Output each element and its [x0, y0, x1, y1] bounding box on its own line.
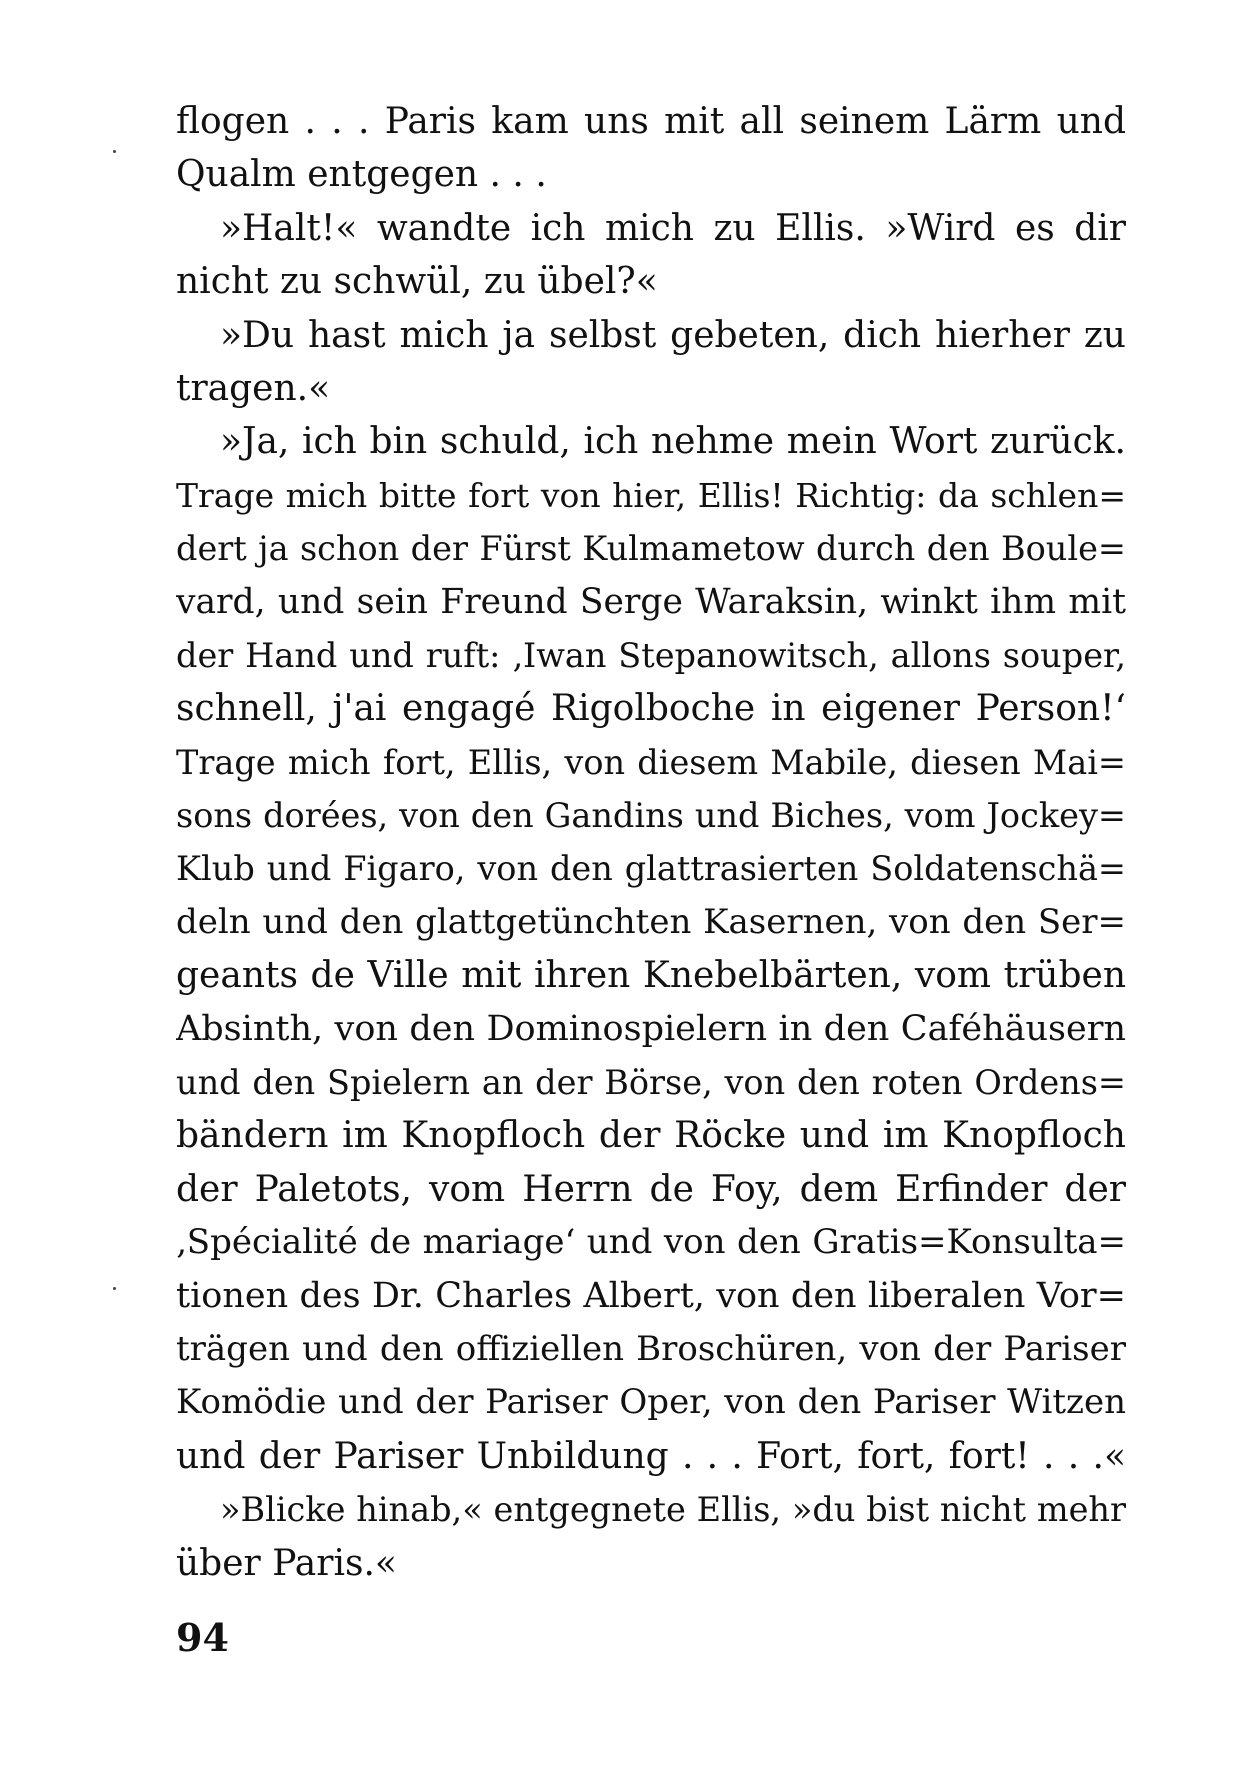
text-line: der Hand und ruft: ‚Iwan Stepanowitsch, allons souper, — [176, 635, 1126, 675]
text-line: sons dorées, von den Gandins und Biches, vom Jockey= — [176, 796, 1126, 836]
text-line: tionen des Dr. Charles Albert, von den liberalen Vor= — [176, 1275, 1126, 1316]
text-line: der Paletots, vom Herrn de Foy, dem Erfinder der — [176, 1168, 1126, 1210]
text-line: trägen und den offiziellen Broschüren, von der Pariser — [176, 1328, 1126, 1369]
page-number: 94 — [176, 1615, 229, 1660]
text-line: und der Pariser Unbildung . . . Fort, fort, fort! . . .« — [176, 1435, 1126, 1477]
body-text — [176, 95, 1126, 1590]
text-line: flogen . . . Paris kam uns mit all seinem Lärm und — [176, 101, 1126, 142]
text-line: Qualm entgegen . . . — [176, 154, 547, 196]
text-line: Absinth, von den Dominospielern in den Caféhäusern — [176, 1008, 1126, 1049]
text-line: »Du hast mich ja selbst gebeten, dich hierher zu — [220, 314, 1126, 356]
text-line: schnell, j'ai engagé Rigolboche in eigener Person!‘ — [176, 688, 1126, 730]
text-line: »Halt!« wandte ich mich zu Ellis. »Wird es dir — [220, 207, 1126, 249]
text-line: Klub und Figaro, von den glattrasierten Soldatenschä= — [176, 849, 1126, 889]
text-line: »Ja, ich bin schuld, ich nehme mein Wort zurück. — [220, 421, 1126, 463]
text-line: nicht zu schwül, zu übel?« — [176, 261, 658, 303]
text-line: Trage mich bitte fort von hier, Ellis! Richtig: da schlen= — [176, 475, 1126, 515]
text-line: deln und den glattgetünchten Kasernen, von den Ser= — [176, 901, 1126, 942]
text-line: bändern im Knopfloch der Röcke und im Knopfloch — [176, 1115, 1126, 1157]
text-line: vard, und sein Freund Serge Waraksin, winkt ihm mit — [176, 581, 1126, 622]
text-line: über Paris.« — [176, 1542, 397, 1584]
text-line: und den Spielern an der Börse, von den roten Ordens= — [176, 1063, 1126, 1103]
text-line: dert ja schon der Fürst Kulmametow durch den Boule= — [176, 529, 1126, 569]
text-line: tragen.« — [176, 367, 331, 409]
text-line: Komödie und der Pariser Oper, von den Pariser Witzen — [176, 1382, 1126, 1423]
margin-mark — [113, 150, 116, 153]
text-line: »Blicke hinab,« entgegnete Ellis, »du bist nicht mehr — [220, 1490, 1126, 1530]
text-line: Trage mich fort, Ellis, von diesem Mabile, diesen Mai= — [176, 742, 1126, 782]
text-line: geants de Ville mit ihren Knebelbärten, vom trüben — [176, 955, 1126, 997]
margin-mark — [113, 1287, 116, 1290]
text-line: ‚Spécialité de mariage‘ und von den Gratis=Konsulta= — [176, 1222, 1126, 1263]
